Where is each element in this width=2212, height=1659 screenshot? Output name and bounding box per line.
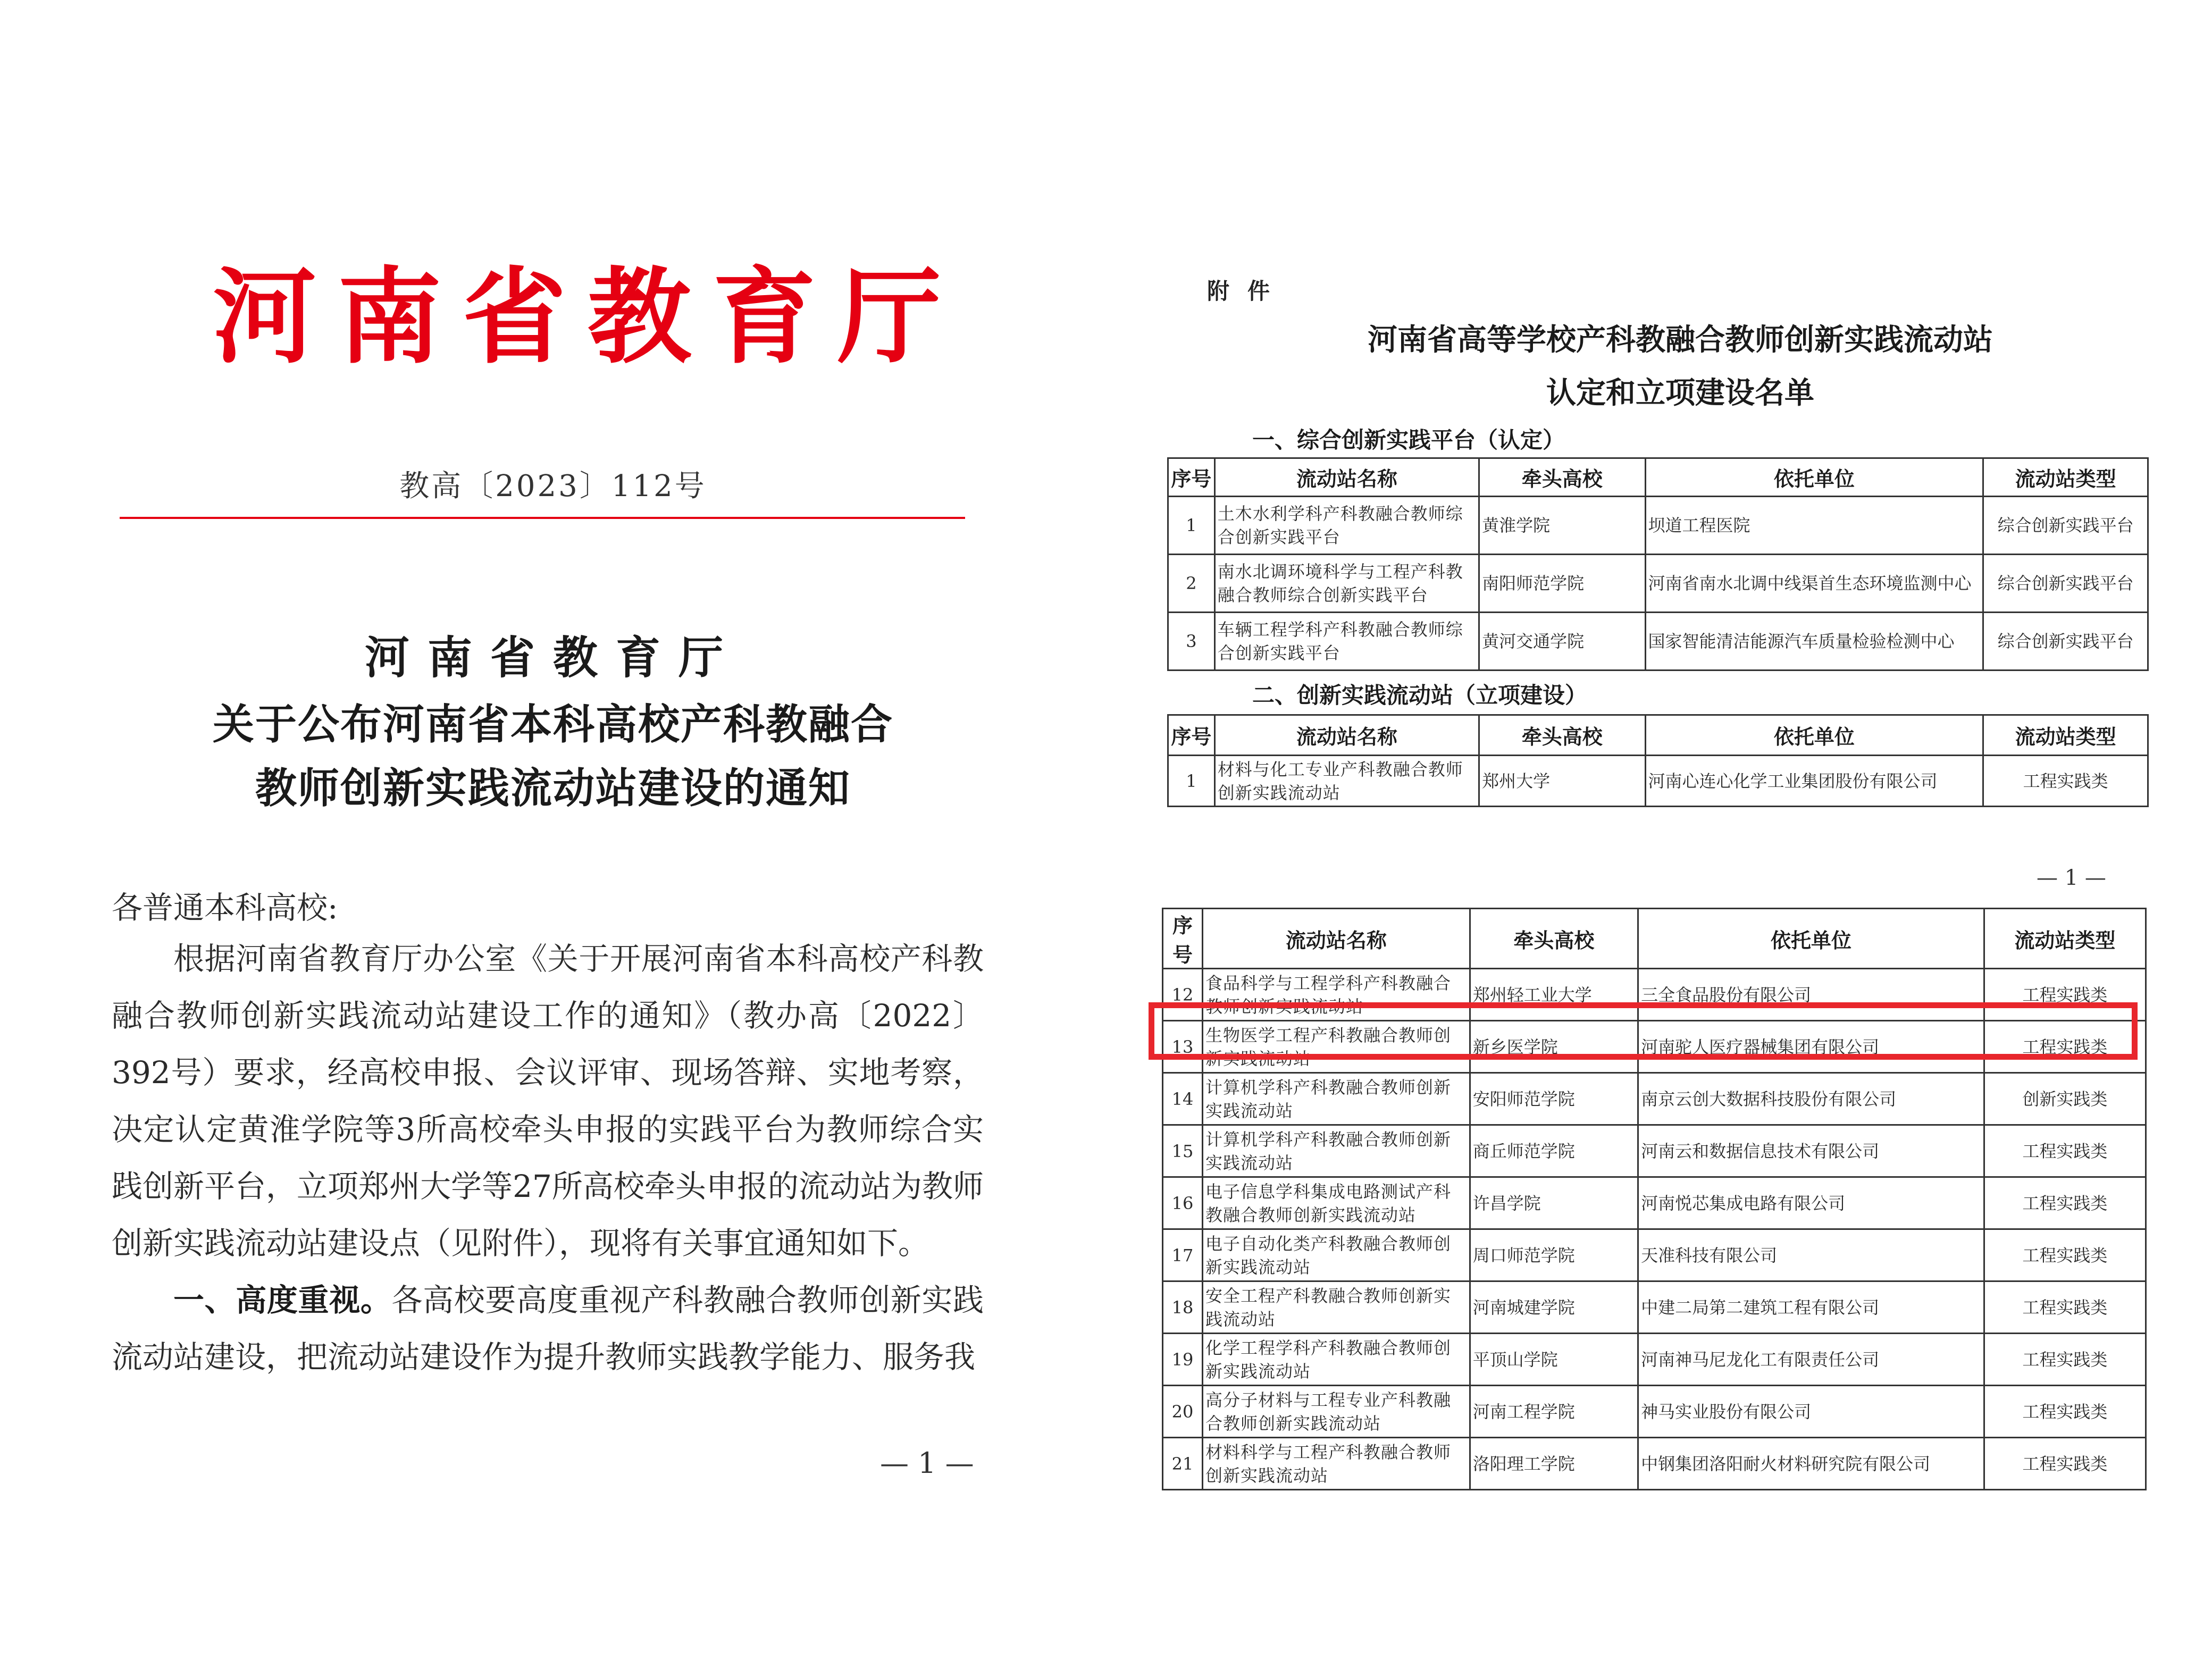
station-type: 工程实践类 (1984, 1125, 2146, 1177)
station-type: 综合创新实践平台 (1983, 613, 2148, 671)
host-unit: 坝道工程医院 (1645, 497, 1983, 555)
row-number: 15 (1163, 1125, 1203, 1177)
lead-school: 平顶山学院 (1470, 1334, 1638, 1386)
host-unit: 三全食品股份有限公司 (1638, 969, 1984, 1021)
station-type: 创新实践类 (1984, 1073, 2146, 1125)
row-number: 17 (1163, 1229, 1203, 1281)
column-header: 依托单位 (1645, 715, 1983, 756)
station-type: 工程实践类 (1984, 1229, 2146, 1281)
host-unit: 河南云和数据信息技术有限公司 (1638, 1125, 1984, 1177)
notice-title-issuer: 河南省教育厅 (364, 631, 741, 684)
table-row (1163, 1438, 2146, 1490)
notice-body (112, 931, 984, 1386)
station-name: 计算机学科产科教融合教师创新实践流动站 (1203, 1073, 1470, 1125)
station-name: 材料与化工专业产科教融合教师创新实践流动站 (1214, 756, 1479, 807)
station-type: 工程实践类 (1984, 1386, 2146, 1438)
paragraph-2-heading: 一、高度重视。 (173, 1282, 392, 1318)
table-row (1163, 1386, 2146, 1438)
row-number: 20 (1163, 1386, 1203, 1438)
table-stations-body (1168, 756, 2148, 807)
notice-title-line2: 关于公布河南省本科高校产科教融合 (212, 700, 893, 749)
lead-school: 周口师范学院 (1470, 1229, 1638, 1281)
column-header: 依托单位 (1638, 909, 1984, 969)
station-type: 综合创新实践平台 (1983, 497, 2148, 555)
letterhead: 河南省教育厅 (213, 256, 962, 378)
section-2-heading: 二、创新实践流动站（立项建设） (1252, 682, 1588, 708)
lead-school: 黄淮学院 (1479, 497, 1645, 555)
table-row (1168, 613, 2148, 671)
lead-school: 新乡医学院 (1470, 1021, 1638, 1073)
host-unit: 天准科技有限公司 (1638, 1229, 1984, 1281)
host-unit: 神马实业股份有限公司 (1638, 1386, 1984, 1438)
row-number: 18 (1163, 1281, 1203, 1334)
table-row (1163, 1177, 2146, 1229)
lead-school: 河南工程学院 (1470, 1386, 1638, 1438)
table-row (1163, 1281, 2146, 1334)
column-header: 流动站类型 (1984, 909, 2146, 969)
station-type: 工程实践类 (1984, 1281, 2146, 1334)
list-title-line2: 认定和立项建设名单 (1546, 375, 1814, 410)
paragraph-1: 根据河南省教育厅办公室《关于开展河南省本科高校产科教融合教师创新实践流动站建设工作的通知》（教办高〔2022〕392号）要求，经高校申报、会议评审、现场答辩、实地考察，决定认定黄淮学院等3所高校牵头申报的实践平台为教师综合实践创新平台，立项郑州大学等27所高校牵头申报的流动站为教师创新实践流动站建设点（见附件），现将有关事宜通知如下。 (112, 941, 984, 1261)
right-page-number: — 1 — (2037, 866, 2106, 890)
station-type: 工程实践类 (1984, 1177, 2146, 1229)
highlight-box (1149, 1002, 2138, 1060)
column-header: 流动站名称 (1203, 909, 1470, 969)
table-platforms (1167, 457, 2149, 671)
column-header: 流动站名称 (1214, 458, 1479, 497)
station-name: 材料科学与工程产科教融合教师创新实践流动站 (1203, 1438, 1470, 1490)
host-unit: 河南驼人医疗器械集团有限公司 (1638, 1021, 1984, 1073)
column-header: 序号 (1168, 715, 1215, 756)
station-name: 食品科学与工程学科产科教融合教师创新实践流动站 (1203, 969, 1470, 1021)
row-number: 14 (1163, 1073, 1203, 1125)
station-name: 高分子材料与工程专业产科教融合教师创新实践流动站 (1203, 1386, 1470, 1438)
column-header: 依托单位 (1645, 458, 1983, 497)
attachment-label: 附件 (1207, 278, 1288, 304)
lead-school: 商丘师范学院 (1470, 1125, 1638, 1177)
lead-school: 郑州轻工业大学 (1470, 969, 1638, 1021)
salutation: 各普通本科高校: (112, 890, 338, 926)
row-number: 13 (1163, 1021, 1203, 1073)
host-unit: 河南神马尼龙化工有限责任公司 (1638, 1334, 1984, 1386)
row-number: 2 (1168, 555, 1215, 613)
table-row (1168, 756, 2148, 807)
host-unit: 河南悦芯集成电路有限公司 (1638, 1177, 1984, 1229)
station-type: 工程实践类 (1984, 1334, 2146, 1386)
station-type: 综合创新实践平台 (1983, 555, 2148, 613)
table-row (1163, 1073, 2146, 1125)
row-number: 19 (1163, 1334, 1203, 1386)
station-type: 工程实践类 (1984, 1021, 2146, 1073)
column-header: 牵头高校 (1470, 909, 1638, 969)
column-header: 牵头高校 (1479, 458, 1645, 497)
row-number: 16 (1163, 1177, 1203, 1229)
section-1-heading: 一、综合创新实践平台（认定） (1252, 427, 1565, 453)
row-number: 1 (1168, 497, 1215, 555)
column-header: 流动站类型 (1983, 458, 2148, 497)
left-page-number: — 1 — (880, 1446, 974, 1480)
table-row (1163, 1334, 2146, 1386)
station-name: 南水北调环境科学与工程产科教融合教师综合创新实践平台 (1214, 555, 1479, 613)
row-number: 12 (1163, 969, 1203, 1021)
lead-school: 安阳师范学院 (1470, 1073, 1638, 1125)
red-divider (120, 517, 965, 519)
column-header: 序号 (1163, 909, 1203, 969)
lead-school: 郑州大学 (1479, 756, 1645, 807)
lead-school: 许昌学院 (1470, 1177, 1638, 1229)
lead-school: 河南城建学院 (1470, 1281, 1638, 1334)
station-type: 工程实践类 (1983, 756, 2148, 807)
table-stations-continued (1162, 908, 2147, 1490)
column-header: 序号 (1168, 458, 1215, 497)
column-header: 牵头高校 (1479, 715, 1645, 756)
table-row (1163, 1229, 2146, 1281)
lead-school: 南阳师范学院 (1479, 555, 1645, 613)
station-name: 生物医学工程产科教融合教师创新实践流动站 (1203, 1021, 1470, 1073)
row-number: 1 (1168, 756, 1215, 807)
list-title-line1: 河南省高等学校产科教融合教师创新实践流动站 (1368, 322, 1993, 357)
table-stations (1167, 714, 2149, 807)
station-name: 计算机学科产科教融合教师创新实践流动站 (1203, 1125, 1470, 1177)
column-header: 流动站名称 (1214, 715, 1479, 756)
host-unit: 河南省南水北调中线渠首生态环境监测中心 (1645, 555, 1983, 613)
station-name: 电子信息学科集成电路测试产科教融合教师创新实践流动站 (1203, 1177, 1470, 1229)
paragraph-2-text: 各高校要高度重视产科教融合教师创新实践流动站建设，把流动站建设作为提升教师实践教学能力、服务我 (112, 1282, 984, 1375)
station-type: 工程实践类 (1984, 969, 2146, 1021)
station-name: 电子自动化类产科教融合教师创新实践流动站 (1203, 1229, 1470, 1281)
right-page (1106, 0, 2212, 1659)
host-unit: 河南心连心化学工业集团股份有限公司 (1645, 756, 1983, 807)
table-row (1163, 1125, 2146, 1177)
station-type: 工程实践类 (1984, 1438, 2146, 1490)
row-number: 3 (1168, 613, 1215, 671)
host-unit: 中钢集团洛阳耐火材料研究院有限公司 (1638, 1438, 1984, 1490)
column-header: 流动站类型 (1983, 715, 2148, 756)
host-unit: 国家智能清洁能源汽车质量检验检测中心 (1645, 613, 1983, 671)
table-row (1168, 497, 2148, 555)
table-row (1168, 555, 2148, 613)
station-name: 土木水利学科产科教融合教师综合创新实践平台 (1214, 497, 1479, 555)
station-name: 化学工程学科产科教融合教师创新实践流动站 (1203, 1334, 1470, 1386)
host-unit: 南京云创大数据科技股份有限公司 (1638, 1073, 1984, 1125)
station-name: 车辆工程学科产科教融合教师综合创新实践平台 (1214, 613, 1479, 671)
paragraph-2 (112, 1272, 984, 1386)
notice-title-line3: 教师创新实践流动站建设的通知 (255, 764, 851, 812)
lead-school: 洛阳理工学院 (1470, 1438, 1638, 1490)
host-unit: 中建二局第二建筑工程有限公司 (1638, 1281, 1984, 1334)
lead-school: 黄河交通学院 (1479, 613, 1645, 671)
row-number: 21 (1163, 1438, 1203, 1490)
table-platforms-body (1168, 497, 2148, 671)
document-number: 教高〔2023〕112号 (399, 469, 707, 504)
station-name: 安全工程产科教融合教师创新实践流动站 (1203, 1281, 1470, 1334)
